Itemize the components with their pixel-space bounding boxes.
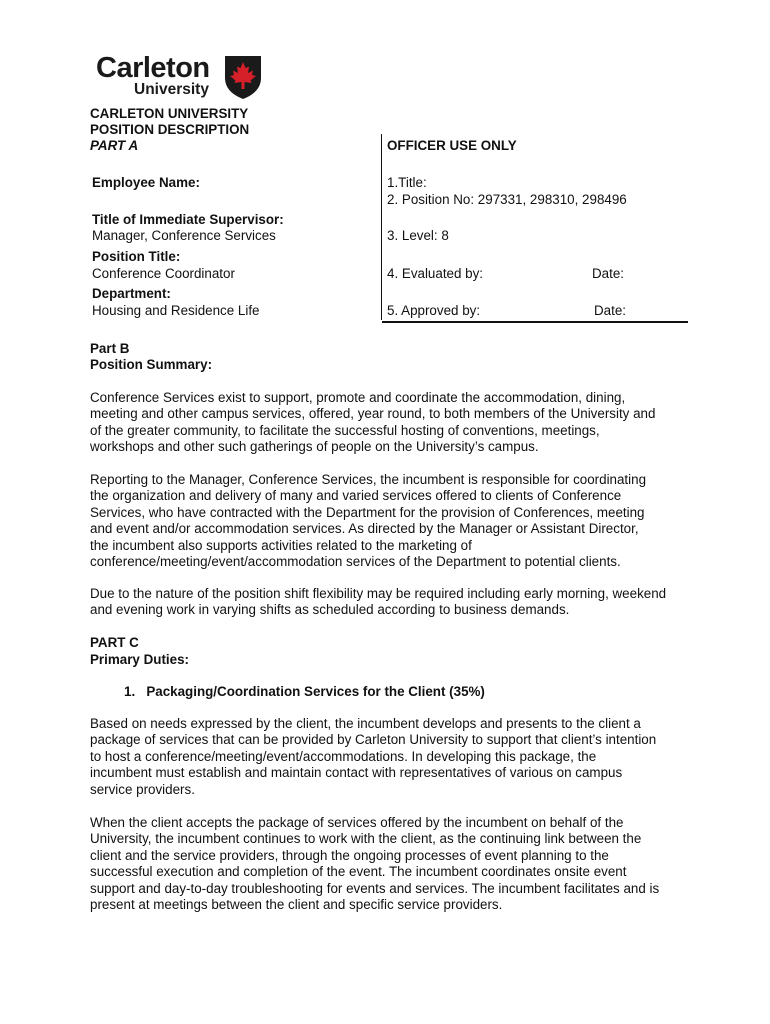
primary-duties-heading: Primary Duties: [90,652,189,667]
supervisor-label: Title of Immediate Supervisor: [92,212,284,227]
maple-leaf-shield-icon [223,54,263,100]
column-divider [381,134,382,320]
text-line: to host a conference/meeting/event/accommodations. In developing this package, the [90,748,597,764]
position-title-label: Position Title: [92,249,181,264]
part-a-heading: PART A [90,138,139,153]
text-line: Reporting to the Manager, Conference Services, the incumbent is responsible for coordinating [90,472,647,487]
text-line: incumbent must establish and maintain contact with representatives of various on campus [90,765,623,781]
text-line: Services, who have contracted with the Department for the provision of Conferences, meeting [90,504,645,520]
text-line: and event and/or accommodation services. As directed by the Manager or Assistant Director, [90,521,639,537]
text-line: and evening work in varying shifts as scheduled according to business demands. [90,602,570,618]
supervisor-value: Manager, Conference Services [92,228,276,243]
department-value: Housing and Residence Life [92,303,260,318]
summary-paragraph-2 [90,472,700,570]
text-line: the organization and delivery of many and varied services offered to clients of Conference [90,488,622,504]
doc-title: POSITION DESCRIPTION [90,122,250,137]
summary-paragraph-1 [90,390,700,456]
text-line: package of services that can be provided by Carleton University to support that client’s intention [90,732,657,748]
summary-paragraph-3 [90,586,700,619]
part-b-heading: Part B [90,341,130,356]
org-title: CARLETON UNIVERSITY [90,106,249,121]
text-line: successful execution and completion of the event. The incumbent coordinates onsite event [90,864,627,880]
text-line: support and day-to-day troubleshooting for events and services. The incumbent facilitates and is [90,880,660,896]
logo-name: Carleton [96,52,210,84]
text-line: client and the service providers, through the ongoing processes of event planning to the [90,847,609,863]
duty-paragraph-2 [90,815,700,913]
text-line: meeting and other campus services, offered, year round, to both members of the University and [90,406,656,422]
text-line: of the greater community, to facilitate the successful hosting of conventions, meetings, [90,422,600,438]
position-summary-heading: Position Summary: [90,357,213,372]
officer-approved-by: 5. Approved by: [387,303,481,318]
text-line: the incumbent also supports activities related to the marketing of [90,537,472,553]
logo-subname: University [134,81,209,98]
text-line: University, the incumbent continues to work with the client, as the continuing link between the [90,831,642,847]
text-line: conference/meeting/event/accommodation services of the Department to potential clients. [90,554,621,570]
officer-evaluated-date: Date: [592,266,625,281]
officer-bottom-rule [382,321,688,323]
text-line: Due to the nature of the position shift flexibility may be required including early morning, weekend [90,586,667,601]
text-line: Based on needs expressed by the client, the incumbent develops and presents to the client a [90,716,641,731]
employee-name-label: Employee Name: [92,175,200,190]
officer-use-heading: OFFICER USE ONLY [387,138,517,153]
officer-level: 3. Level: 8 [387,228,449,243]
duty-paragraph-1 [90,716,700,798]
position-title-value: Conference Coordinator [92,266,235,281]
text-line: service providers. [90,781,195,797]
carleton-logo [96,52,266,102]
officer-title: 1.Title: [387,175,427,190]
officer-evaluated-by: 4. Evaluated by: [387,266,484,281]
text-line: Conference Services exist to support, promote and coordinate the accommodation, dining, [90,390,626,405]
officer-approved-date: Date: [594,303,627,318]
duty-1-heading: 1. Packaging/Coordination Services for the Client (35%) [124,684,485,699]
part-c-heading: PART C [90,635,139,650]
text-line: workshops and other such gatherings of people on the University’s campus. [90,439,539,455]
officer-position-no: 2. Position No: 297331, 298310, 298496 [387,192,627,207]
text-line: present at meetings between the client and specific service providers. [90,897,503,913]
department-label: Department: [92,286,171,301]
text-line: When the client accepts the package of services offered by the incumbent on behalf of the [90,815,624,830]
